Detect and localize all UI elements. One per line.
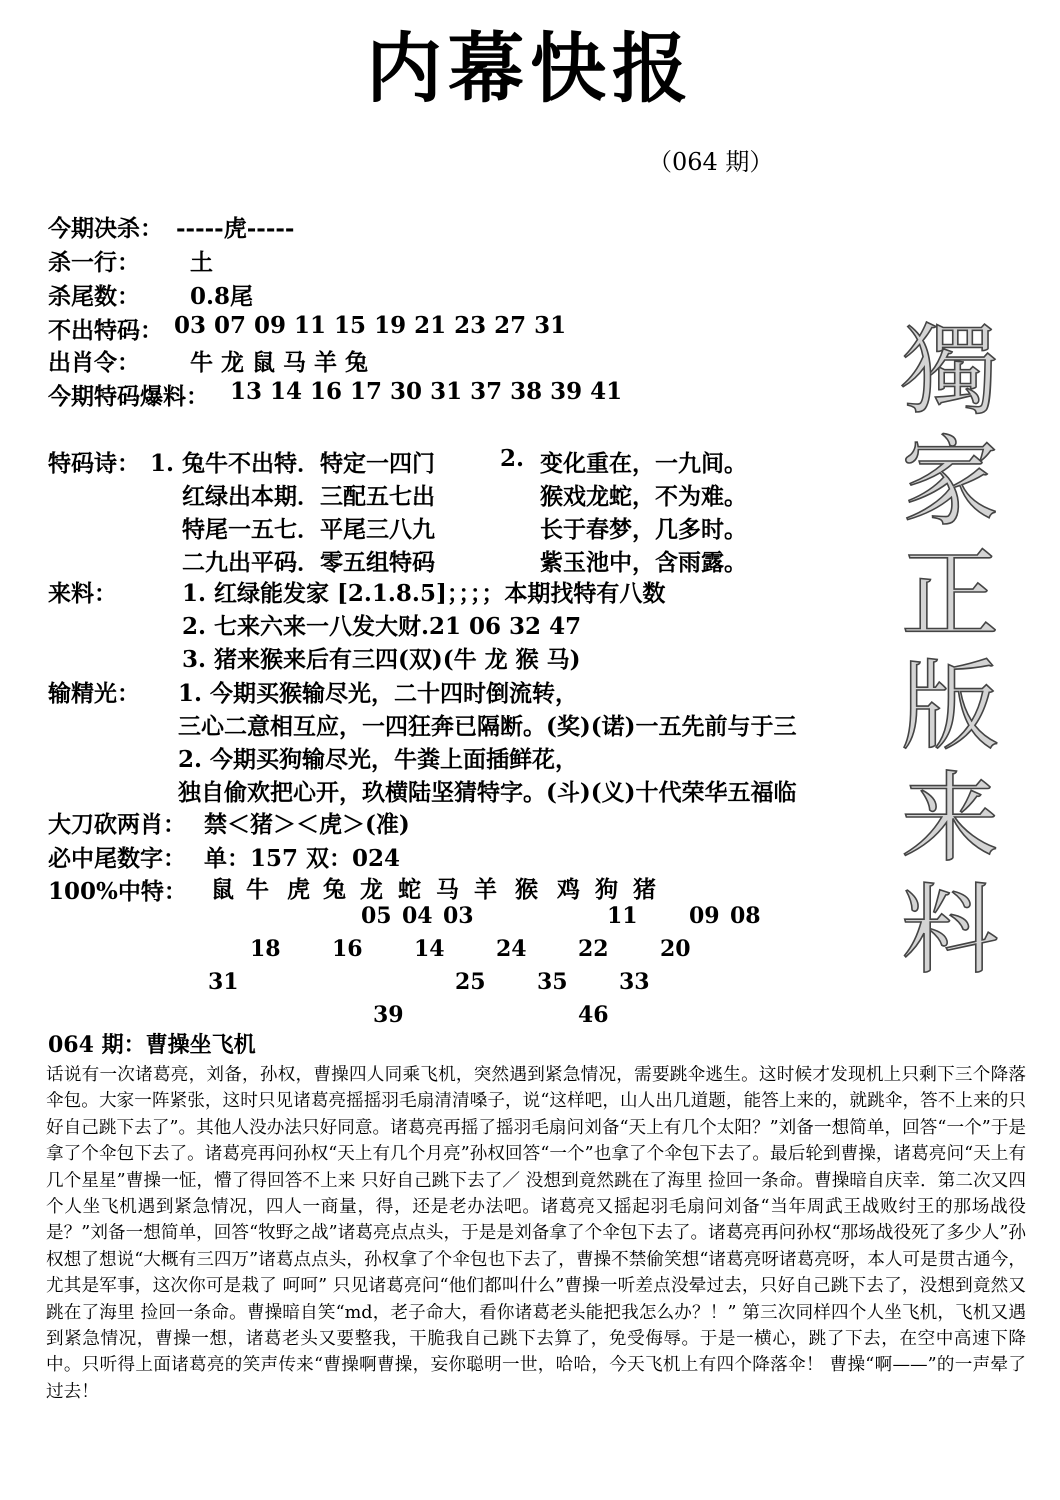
row-label: 杀一行： — [48, 249, 140, 276]
zodiac-animal: 猪 — [633, 876, 656, 903]
lose-line: 2. 今期买狗输尽光，牛粪上面插鲜花， — [178, 746, 579, 773]
zodiac-number: 18 — [250, 936, 281, 962]
zodiac-number: 11 — [607, 903, 638, 929]
source-item: 1. 红绿能发家 [2.1.8.5]；；；；本期找特有八数 — [182, 580, 666, 607]
lose-line: 1. 今期买猴输尽光，二十四时倒流转， — [178, 680, 579, 707]
side-char: 料 — [900, 874, 999, 988]
poem-right-line: 紫玉池中，含雨露。 — [540, 549, 747, 576]
source-item: 3. 猪来猴来后有三四(双)(牛 龙 猴 马) — [182, 646, 581, 673]
row-label: 今期决杀： — [48, 215, 163, 242]
zodiac-number: 04 — [402, 903, 433, 929]
story-text: 话说有一次诸葛亮，刘备，孙权，曹操四人同乘飞机，突然遇到紧急情况，需要跳伞逃生。这时候才发现机上只剩下三个降落伞包。大家一阵紧张，这时只见诸葛亮摇摇羽毛扇清清嗓子，说“这样吧，山人出几道题，能答上来的，就跳伞，答不上来的只好自己跳下去了”。其他人没办法只好同意。诸葛亮再摇了摇羽毛扇问刘备“天上有几个太阳？”刘备一想简单，回答“一个”于是拿了个伞包下去了。诸葛亮再问孙权“天上有几个月亮”孙权回答“一个”也拿了个伞包下去了。最后轮到曹操，诸葛亮问“天上有几个星星”曹操一怔，懵了得回答不上来 只好自己跳下去了／ 没想到竟然跳在了海里 捡回一条命。曹操暗自庆幸．第二次又四个人坐飞机遇到紧急情况，四人一商量，得，还是老办法吧。诸葛亮又摇起羽毛扇问刘备“当年周武王战败纣王的那场战役是？”刘备一想简单，回答“牧野之战”诸葛亮点点头，于是是刘备拿了个伞包下去了。诸葛亮再问孙权“那场战役死了多少人”孙权想了想说“大概有三四万”诸葛点点头，孙权拿了个伞包也下去了，曹操不禁偷笑想“诸葛亮呀诸葛亮呀，本人可是贯古通今，尤其是军事，这次你可是栽了 呵呵” 只见诸葛亮问“他们都叫什么”曹操一听差点没晕过去，只好自己跳下去了，没想到竟然又跳在了海里 捡回一条命。曹操暗自笑“md，老子命大，看你诸葛老头能把我怎么办？！” 第三次同样四个人坐飞机，飞机又遇到紧急情况，曹操一想，诸葛老头又要整我，干脆我自己跳下去算了，免受侮辱。于是一横心，跳了下去，在空中高速下降中。只听得上面诸葛亮的笑声传来“曹操啊曹操，妄你聪明一世，哈哈，今天飞机上有四个降落伞！ 曹操“啊——”的一声晕了过去！ — [46, 1065, 1026, 1402]
lose-label: 输精光： — [48, 680, 140, 707]
zodiac-animal: 鸡 — [557, 876, 580, 903]
zodiac-animal: 虎 — [287, 876, 310, 903]
row-kill-element — [48, 244, 213, 277]
poem-label: 特码诗： — [48, 450, 140, 477]
zodiac-animal: 猴 — [515, 876, 538, 903]
zodiac-number: 22 — [578, 936, 609, 962]
zodiac-animal: 蛇 — [398, 876, 421, 903]
row-value: -----虎----- — [176, 215, 295, 242]
zodiac-number: 39 — [373, 1002, 404, 1028]
zodiac-number: 16 — [332, 936, 363, 962]
zodiac-number: 46 — [578, 1002, 609, 1028]
poem-right-line: 变化重在，一九间。 — [540, 450, 747, 477]
side-char: 来 — [900, 762, 999, 876]
zodiac-number: 08 — [730, 903, 761, 929]
row-value: 13 14 16 17 30 31 37 38 39 41 — [230, 378, 623, 405]
zodiac-number: 05 — [361, 903, 392, 929]
side-char: 獨 — [900, 314, 999, 428]
row-label: 必中尾数字： — [48, 845, 186, 872]
poem-right-number: 2. — [500, 445, 525, 472]
row-value: 牛 龙 鼠 马 羊 兔 — [190, 349, 369, 376]
row-label: 大刀砍两肖： — [48, 811, 186, 838]
row-tail-numbers — [48, 840, 401, 873]
row-big-knife — [48, 806, 410, 839]
zodiac-number: 03 — [443, 903, 474, 929]
page-title: 内幕快报 — [366, 24, 694, 113]
row-label: 杀尾数： — [48, 283, 140, 310]
zodiac-animal: 鼠 — [211, 876, 234, 903]
row-value: 土 — [190, 249, 213, 276]
row-label: 今期特码爆料： — [48, 383, 209, 410]
zodiac-animal: 狗 — [595, 876, 618, 903]
row-value: 0.8尾 — [190, 283, 254, 310]
row-value: 单：157 双：024 — [204, 845, 401, 872]
side-banner — [900, 315, 1000, 987]
side-char: 家 — [900, 426, 999, 540]
zodiac-number: 25 — [455, 969, 486, 995]
zodiac-number: 35 — [537, 969, 568, 995]
row-value: 禁＜猪＞＜虎＞(准) — [204, 811, 410, 838]
zodiac-animal: 马 — [436, 876, 459, 903]
zodiac-number: 31 — [208, 969, 239, 995]
row-zodiac-out — [48, 344, 369, 377]
story-title: 064 期：曹操坐飞机 — [48, 1032, 256, 1058]
row-kill — [48, 210, 295, 243]
poem-right-line: 猴戏龙蛇，不为难。 — [540, 483, 747, 510]
side-char: 正 — [900, 538, 999, 652]
issue-number: （064 期） — [648, 148, 774, 176]
lose-line: 独自偷欢把心开，玖横陆坚猜特字。(斗)(义)十代荣华五福临 — [178, 779, 797, 806]
poem-right-line: 长于春梦，几多时。 — [540, 516, 747, 543]
zodiac-number: 14 — [414, 936, 445, 962]
zodiac-number: 20 — [660, 936, 691, 962]
zodiac-animal: 牛 — [246, 876, 269, 903]
zodiac-table-label: 100%中特： — [48, 878, 187, 905]
row-hot-special — [48, 378, 623, 411]
source-label: 来料： — [48, 580, 117, 607]
row-no-special — [48, 312, 567, 345]
zodiac-animal: 龙 — [360, 876, 383, 903]
zodiac-animal: 兔 — [323, 876, 346, 903]
zodiac-number: 09 — [689, 903, 720, 929]
poem-left-line: 红绿出本期．三配五七出 — [182, 483, 435, 510]
row-value: 03 07 09 11 15 19 21 23 27 31 — [174, 312, 567, 339]
side-char: 版 — [900, 650, 999, 764]
row-label: 不出特码： — [48, 317, 163, 344]
zodiac-number: 24 — [496, 936, 527, 962]
source-item: 2. 七来六来一八发大财.21 06 32 47 — [182, 613, 582, 640]
poem-left-line: 1. 兔牛不出特．特定一四门 — [150, 450, 436, 477]
row-kill-tail — [48, 278, 254, 311]
poem-left-line: 特尾一五七．平尾三八九 — [182, 516, 435, 543]
zodiac-animal: 羊 — [474, 876, 497, 903]
row-label: 出肖令： — [48, 349, 140, 376]
poem-left-line: 二九出平码．零五组特码 — [182, 549, 435, 576]
zodiac-number: 33 — [619, 969, 650, 995]
lose-line: 三心二意相互应，一四狂奔已隔断。(奖)(诺)一五先前与于三 — [178, 713, 797, 740]
